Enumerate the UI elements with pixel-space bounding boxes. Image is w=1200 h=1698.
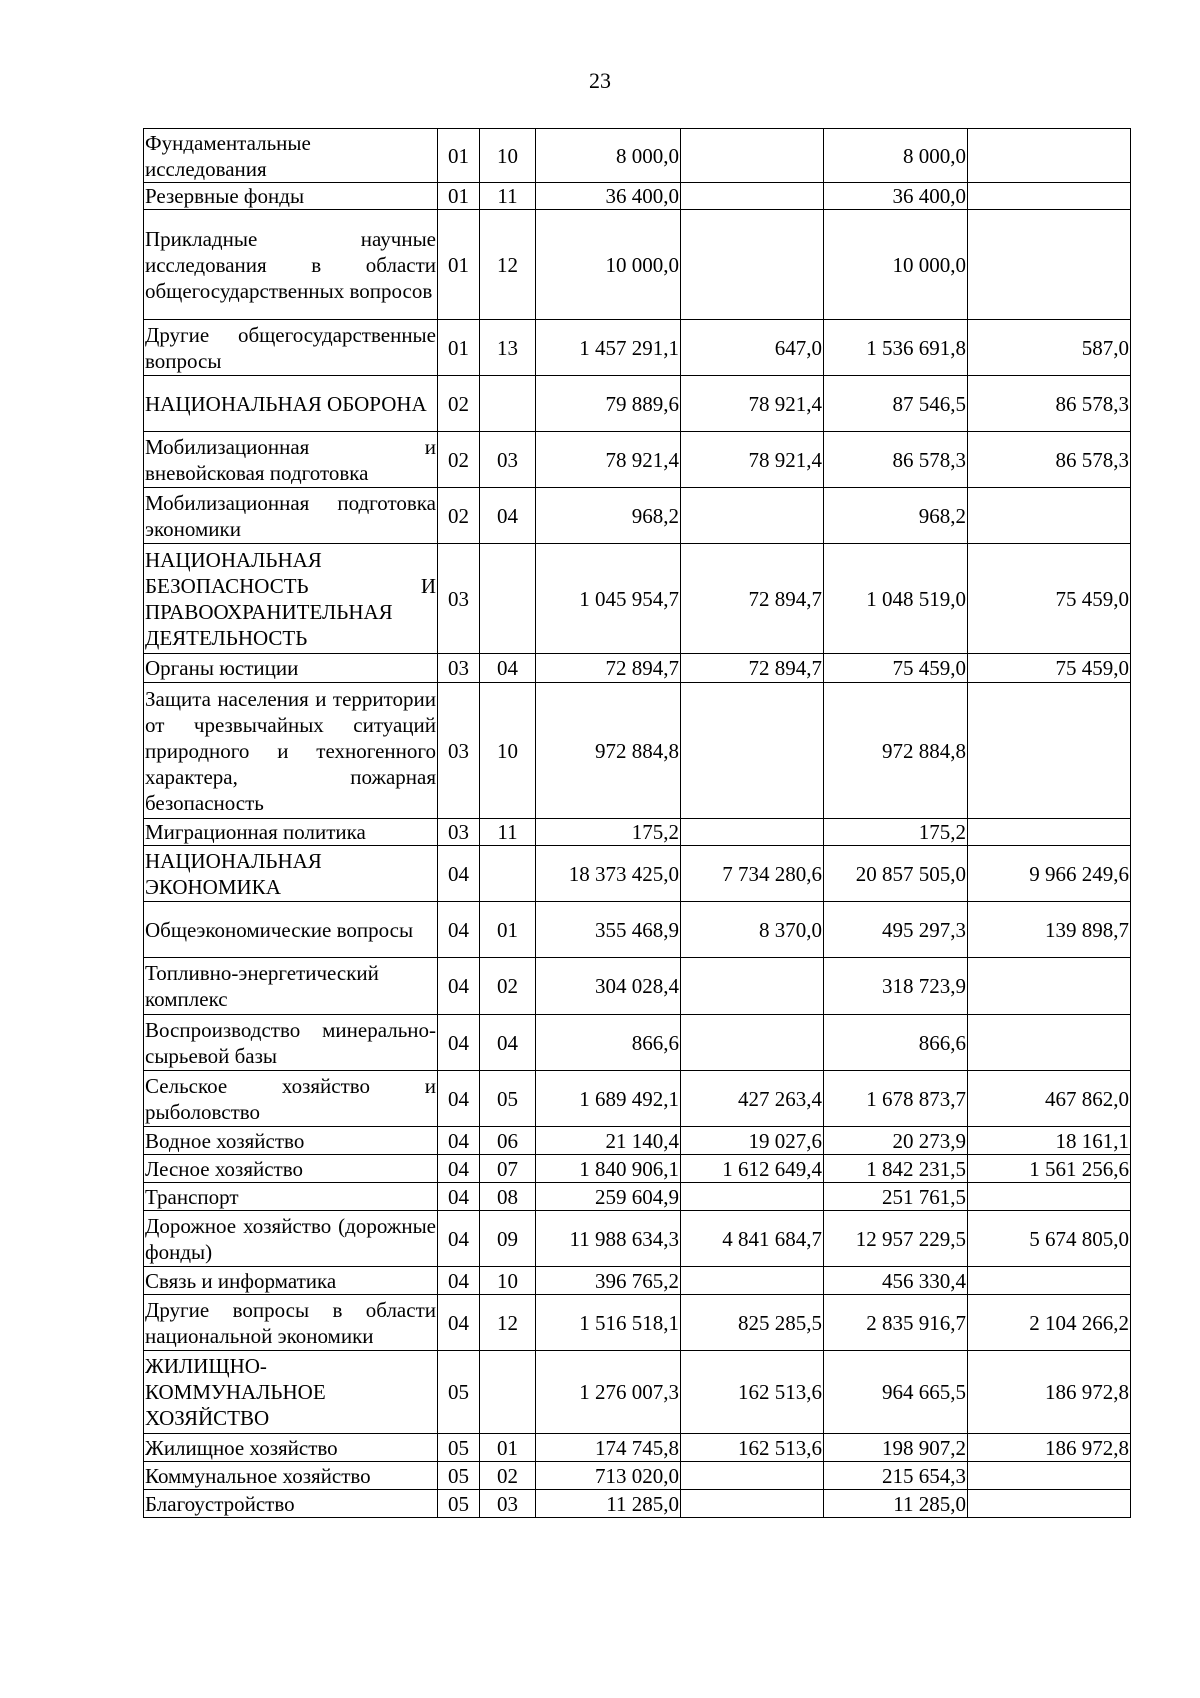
row-name: Водное хозяйство — [144, 1127, 438, 1155]
table-row — [144, 376, 1131, 432]
amount-c: 318 723,9 — [824, 958, 968, 1015]
row-name: Сельское хозяйство и рыболовство — [144, 1071, 438, 1127]
section-code: 04 — [438, 1267, 480, 1295]
table-row — [144, 432, 1131, 488]
section-code: 01 — [438, 320, 480, 376]
section-code: 02 — [438, 432, 480, 488]
row-name: Жилищное хозяйство — [144, 1434, 438, 1462]
amount-c: 964 665,5 — [824, 1351, 968, 1434]
amount-c: 456 330,4 — [824, 1267, 968, 1295]
subsection-code — [480, 1351, 536, 1434]
amount-d: 139 898,7 — [968, 902, 1131, 958]
amount-a: 21 140,4 — [536, 1127, 681, 1155]
section-code: 02 — [438, 376, 480, 432]
table-row — [144, 1267, 1131, 1295]
amount-c: 11 285,0 — [824, 1490, 968, 1518]
table-row — [144, 1183, 1131, 1211]
amount-d — [968, 683, 1131, 819]
amount-c: 215 654,3 — [824, 1462, 968, 1490]
section-code: 04 — [438, 902, 480, 958]
amount-b: 8 370,0 — [681, 902, 824, 958]
amount-a: 175,2 — [536, 819, 681, 846]
section-code: 04 — [438, 1127, 480, 1155]
amount-b — [681, 1490, 824, 1518]
amount-d: 186 972,8 — [968, 1434, 1131, 1462]
amount-d: 587,0 — [968, 320, 1131, 376]
amount-d — [968, 488, 1131, 544]
section-code: 04 — [438, 1183, 480, 1211]
section-code: 05 — [438, 1434, 480, 1462]
amount-c: 12 957 229,5 — [824, 1211, 968, 1267]
row-name: НАЦИОНАЛЬНАЯ ОБОРОНА — [144, 376, 438, 432]
subsection-code — [480, 544, 536, 654]
amount-b — [681, 129, 824, 183]
subsection-code — [480, 846, 536, 902]
table-row — [144, 1155, 1131, 1183]
amount-d: 86 578,3 — [968, 432, 1131, 488]
amount-a: 972 884,8 — [536, 683, 681, 819]
amount-a: 1 276 007,3 — [536, 1351, 681, 1434]
row-name: НАЦИОНАЛЬНАЯ ЭКОНОМИКА — [144, 846, 438, 902]
amount-b: 19 027,6 — [681, 1127, 824, 1155]
amount-a: 10 000,0 — [536, 210, 681, 320]
subsection-code: 09 — [480, 1211, 536, 1267]
amount-b: 78 921,4 — [681, 376, 824, 432]
amount-c: 75 459,0 — [824, 654, 968, 683]
subsection-code: 03 — [480, 432, 536, 488]
section-code: 05 — [438, 1462, 480, 1490]
amount-b — [681, 488, 824, 544]
amount-b — [681, 819, 824, 846]
row-name: Топливно-энергетический комплекс — [144, 958, 438, 1015]
table-row — [144, 320, 1131, 376]
section-code: 04 — [438, 1211, 480, 1267]
amount-b — [681, 1183, 824, 1211]
amount-c: 1 048 519,0 — [824, 544, 968, 654]
amount-d: 2 104 266,2 — [968, 1295, 1131, 1351]
section-code: 04 — [438, 1015, 480, 1071]
subsection-code: 08 — [480, 1183, 536, 1211]
amount-b — [681, 1462, 824, 1490]
amount-d: 467 862,0 — [968, 1071, 1131, 1127]
amount-a: 304 028,4 — [536, 958, 681, 1015]
amount-a: 11 285,0 — [536, 1490, 681, 1518]
subsection-code: 04 — [480, 1015, 536, 1071]
subsection-code: 06 — [480, 1127, 536, 1155]
amount-a: 713 020,0 — [536, 1462, 681, 1490]
table-row — [144, 1211, 1131, 1267]
amount-c: 866,6 — [824, 1015, 968, 1071]
row-name: ЖИЛИЩНО-КОММУНАЛЬНОЕ ХОЗЯЙСТВО — [144, 1351, 438, 1434]
amount-b: 72 894,7 — [681, 654, 824, 683]
subsection-code: 10 — [480, 129, 536, 183]
subsection-code: 01 — [480, 1434, 536, 1462]
row-name: Прикладные научные исследования в области общегосударственных вопросов — [144, 210, 438, 320]
section-code: 05 — [438, 1351, 480, 1434]
subsection-code: 05 — [480, 1071, 536, 1127]
subsection-code — [480, 376, 536, 432]
row-name: Дорожное хозяйство (дорожные фонды) — [144, 1211, 438, 1267]
amount-d — [968, 1490, 1131, 1518]
amount-b: 72 894,7 — [681, 544, 824, 654]
amount-a: 36 400,0 — [536, 183, 681, 210]
subsection-code: 02 — [480, 1462, 536, 1490]
amount-d: 86 578,3 — [968, 376, 1131, 432]
table-row — [144, 544, 1131, 654]
amount-d — [968, 129, 1131, 183]
amount-d — [968, 1462, 1131, 1490]
amount-a: 11 988 634,3 — [536, 1211, 681, 1267]
amount-a: 8 000,0 — [536, 129, 681, 183]
table-row — [144, 1127, 1131, 1155]
table-row — [144, 654, 1131, 683]
subsection-code: 03 — [480, 1490, 536, 1518]
section-code: 03 — [438, 683, 480, 819]
section-code: 03 — [438, 654, 480, 683]
section-code: 03 — [438, 544, 480, 654]
amount-d — [968, 1267, 1131, 1295]
amount-a: 355 468,9 — [536, 902, 681, 958]
amount-b: 647,0 — [681, 320, 824, 376]
row-name: Транспорт — [144, 1183, 438, 1211]
table-row — [144, 1351, 1131, 1434]
amount-d — [968, 819, 1131, 846]
table-row — [144, 846, 1131, 902]
amount-b: 78 921,4 — [681, 432, 824, 488]
table-row — [144, 129, 1131, 183]
table-row — [144, 183, 1131, 210]
row-name: Резервные фонды — [144, 183, 438, 210]
amount-a: 78 921,4 — [536, 432, 681, 488]
amount-a: 1 516 518,1 — [536, 1295, 681, 1351]
amount-c: 972 884,8 — [824, 683, 968, 819]
table-row — [144, 958, 1131, 1015]
table-row — [144, 1071, 1131, 1127]
amount-a: 1 840 906,1 — [536, 1155, 681, 1183]
budget-table — [143, 128, 1131, 1518]
amount-b: 427 263,4 — [681, 1071, 824, 1127]
subsection-code: 12 — [480, 210, 536, 320]
section-code: 02 — [438, 488, 480, 544]
amount-a: 396 765,2 — [536, 1267, 681, 1295]
amount-d: 75 459,0 — [968, 544, 1131, 654]
amount-c: 1 842 231,5 — [824, 1155, 968, 1183]
amount-c: 10 000,0 — [824, 210, 968, 320]
subsection-code: 01 — [480, 902, 536, 958]
subsection-code: 07 — [480, 1155, 536, 1183]
table-row — [144, 902, 1131, 958]
amount-c: 36 400,0 — [824, 183, 968, 210]
amount-c: 20 857 505,0 — [824, 846, 968, 902]
amount-a: 18 373 425,0 — [536, 846, 681, 902]
subsection-code: 11 — [480, 183, 536, 210]
table-row — [144, 1295, 1131, 1351]
table-row — [144, 1490, 1131, 1518]
subsection-code: 04 — [480, 488, 536, 544]
amount-b: 4 841 684,7 — [681, 1211, 824, 1267]
amount-c: 87 546,5 — [824, 376, 968, 432]
subsection-code: 04 — [480, 654, 536, 683]
amount-b — [681, 1267, 824, 1295]
section-code: 04 — [438, 958, 480, 1015]
row-name: Защита населения и территории от чрезвычайных ситуаций природного и техногенного характера, пожарная безопасность — [144, 683, 438, 819]
subsection-code: 02 — [480, 958, 536, 1015]
amount-c: 495 297,3 — [824, 902, 968, 958]
section-code: 01 — [438, 183, 480, 210]
amount-b: 7 734 280,6 — [681, 846, 824, 902]
subsection-code: 10 — [480, 683, 536, 819]
amount-c: 198 907,2 — [824, 1434, 968, 1462]
section-code: 05 — [438, 1490, 480, 1518]
amount-b: 162 513,6 — [681, 1434, 824, 1462]
amount-c: 968,2 — [824, 488, 968, 544]
amount-d — [968, 1015, 1131, 1071]
amount-d: 186 972,8 — [968, 1351, 1131, 1434]
row-name: Благоустройство — [144, 1490, 438, 1518]
section-code: 04 — [438, 1071, 480, 1127]
amount-c: 2 835 916,7 — [824, 1295, 968, 1351]
row-name: Органы юстиции — [144, 654, 438, 683]
row-name: Миграционная политика — [144, 819, 438, 846]
amount-a: 1 689 492,1 — [536, 1071, 681, 1127]
amount-a: 259 604,9 — [536, 1183, 681, 1211]
amount-c: 86 578,3 — [824, 432, 968, 488]
amount-b — [681, 958, 824, 1015]
amount-b — [681, 183, 824, 210]
amount-b: 162 513,6 — [681, 1351, 824, 1434]
row-name: Воспроизводство минерально-сырьевой базы — [144, 1015, 438, 1071]
amount-a: 174 745,8 — [536, 1434, 681, 1462]
amount-a: 968,2 — [536, 488, 681, 544]
budget-table-body — [144, 129, 1131, 1518]
amount-a: 1 045 954,7 — [536, 544, 681, 654]
amount-d: 5 674 805,0 — [968, 1211, 1131, 1267]
amount-d — [968, 210, 1131, 320]
amount-d: 1 561 256,6 — [968, 1155, 1131, 1183]
subsection-code: 13 — [480, 320, 536, 376]
amount-c: 1 536 691,8 — [824, 320, 968, 376]
section-code: 03 — [438, 819, 480, 846]
amount-b — [681, 683, 824, 819]
page-number: 23 — [589, 68, 611, 93]
amount-c: 175,2 — [824, 819, 968, 846]
table-row — [144, 488, 1131, 544]
amount-a: 72 894,7 — [536, 654, 681, 683]
amount-c: 20 273,9 — [824, 1127, 968, 1155]
row-name: Общеэкономические вопросы — [144, 902, 438, 958]
amount-d: 9 966 249,6 — [968, 846, 1131, 902]
table-row — [144, 683, 1131, 819]
row-name: Связь и информатика — [144, 1267, 438, 1295]
amount-b — [681, 210, 824, 320]
amount-a: 866,6 — [536, 1015, 681, 1071]
amount-c: 1 678 873,7 — [824, 1071, 968, 1127]
table-row — [144, 210, 1131, 320]
amount-d: 18 161,1 — [968, 1127, 1131, 1155]
section-code: 04 — [438, 1295, 480, 1351]
amount-b: 1 612 649,4 — [681, 1155, 824, 1183]
amount-d — [968, 1183, 1131, 1211]
section-code: 04 — [438, 846, 480, 902]
row-name: Коммунальное хозяйство — [144, 1462, 438, 1490]
row-name: Лесное хозяйство — [144, 1155, 438, 1183]
row-name: Другие вопросы в области национальной экономики — [144, 1295, 438, 1351]
subsection-code: 10 — [480, 1267, 536, 1295]
amount-a: 1 457 291,1 — [536, 320, 681, 376]
amount-a: 79 889,6 — [536, 376, 681, 432]
subsection-code: 11 — [480, 819, 536, 846]
amount-b: 825 285,5 — [681, 1295, 824, 1351]
table-row — [144, 1015, 1131, 1071]
amount-d — [968, 183, 1131, 210]
row-name: Другие общегосударственные вопросы — [144, 320, 438, 376]
amount-d — [968, 958, 1131, 1015]
table-row — [144, 1434, 1131, 1462]
amount-d: 75 459,0 — [968, 654, 1131, 683]
amount-c: 251 761,5 — [824, 1183, 968, 1211]
section-code: 01 — [438, 210, 480, 320]
section-code: 04 — [438, 1155, 480, 1183]
row-name: Фундаментальные исследования — [144, 129, 438, 183]
subsection-code: 12 — [480, 1295, 536, 1351]
row-name: Мобилизационная подготовка экономики — [144, 488, 438, 544]
row-name: НАЦИОНАЛЬНАЯ БЕЗОПАСНОСТЬ И ПРАВООХРАНИТЕЛЬНАЯ ДЕЯТЕЛЬНОСТЬ — [144, 544, 438, 654]
row-name: Мобилизационная и вневойсковая подготовка — [144, 432, 438, 488]
table-row — [144, 1462, 1131, 1490]
table-row — [144, 819, 1131, 846]
amount-c: 8 000,0 — [824, 129, 968, 183]
section-code: 01 — [438, 129, 480, 183]
amount-b — [681, 1015, 824, 1071]
